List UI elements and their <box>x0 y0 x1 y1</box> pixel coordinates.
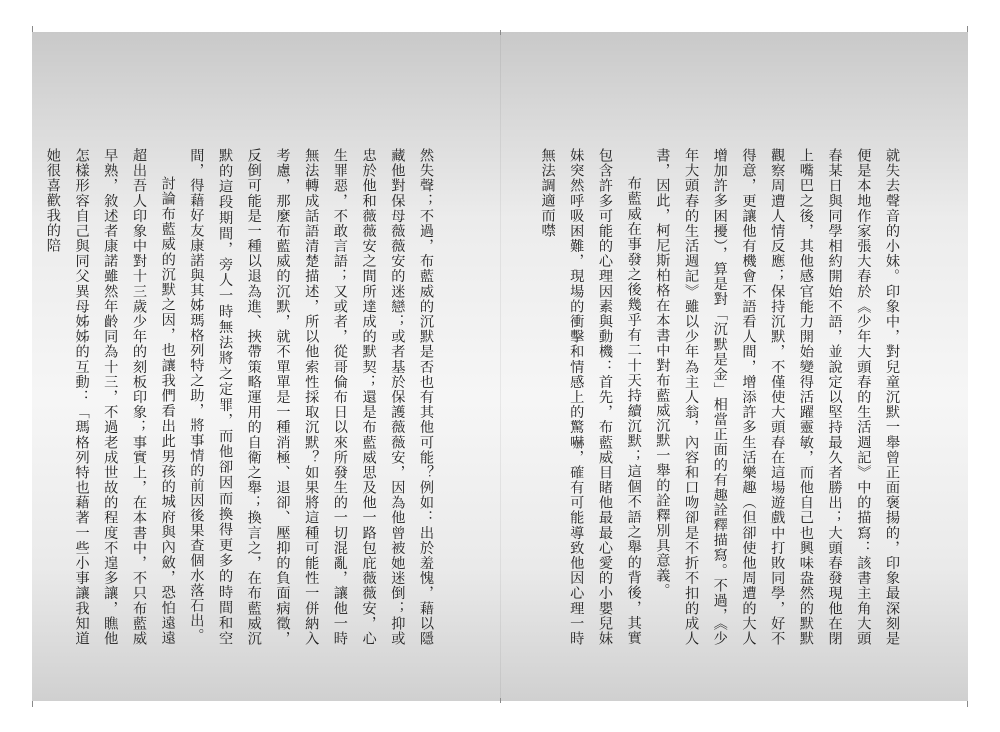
crop-mark <box>967 701 968 707</box>
paragraph: 就失去聲音的小妹。印象中，對兒童沉默一舉曾正面褒揚的，印象最深刻是便是本地作家張大春於《少年大頭春的生活週記》中的描寫：該書主角大頭春某日與同學相約開始不語，並說定以堅持最久者勝出；大頭春發現他在閉上嘴巴之後，其他感官能力開始變得活躍靈敏，而他自己也興味盎然的默默觀察周遭人情反應；保持沉默，不僅使大頭春在這場遊戲中打敗同學，好不得意，更讓他有機會不語看人間，增添許多生活樂趣（但卻使他周遭的大人增加許多困擾），算是對「沉默是金」相當正面的有趣詮釋描寫。不過，《少年大頭春的生活週記》雖以少年為主人翁，內容和口吻卻是不折不扣的成人書，因此，柯尼斯柏格在本書中對布藍威沉默一舉的詮釋別具意義。 <box>654 148 900 646</box>
crop-mark <box>500 698 501 703</box>
crop-mark <box>32 701 33 707</box>
paragraph: 討論布藍威的沉默之因，也讓我們看出此男孩的城府與內斂，恐怕遠遠超出吾人印象中對十三歲少年的刻板印象；事實上，在本書中，不只布藍威早熟，敘述者康諾雖然年齡同為十三，不過老成世故的程度不遑多讓，瞧他怎樣形容自己與同父異母姊姊的互動：「瑪格列特也藉著一些小事讓我知道她很喜歡我的陪 <box>44 148 176 646</box>
crop-mark <box>32 26 33 32</box>
paragraph: 布藍威在事發之後幾乎有二十天持續沉默；這個不語之舉的背後，其實包含許多可能的心理因素與動機：首先，布藍威目睹他最最心愛的小嬰兒妹妹突然呼吸困難，現場的衝擊和情感上的驚嚇，確有可能導致他因心理一時無法調適而噤 <box>539 148 642 646</box>
right-page-text <box>539 148 906 646</box>
crop-mark <box>500 30 501 35</box>
crop-mark <box>967 26 968 32</box>
left-page-text <box>44 148 440 646</box>
paragraph: 然失聲；不過，布藍威的沉默是否也有其他可能？例如：出於羞愧，藉以隱藏他對保母薇薇安的迷戀；或者基於保護薇薇安，因為他曾被她迷倒；抑或忠於他和薇薇安之間所達成的默契；還是布藍威思及他一路包庇薇薇安，心生罪惡，不敢言語；又或者，從哥倫布日以來所發生的一切混亂，讓他一時無法轉成話語清楚描述，所以他索性採取沉默？如果將這種可能性一併納入考慮，那麼布藍威的沉默，就不單單是一種消極、退卻、壓抑的負面病徵，反倒可能是一種以退為進、挾帶策略運用的自衛之舉；換言之，在布藍威沉默的這段期間，旁人一時無法將之定罪，而他卻因而換得更多的時間和空間，得藉好友康諾與其姊瑪格列特之助，將事情的前因後果查個水落石出。 <box>188 148 434 646</box>
page-gutter <box>500 32 501 701</box>
